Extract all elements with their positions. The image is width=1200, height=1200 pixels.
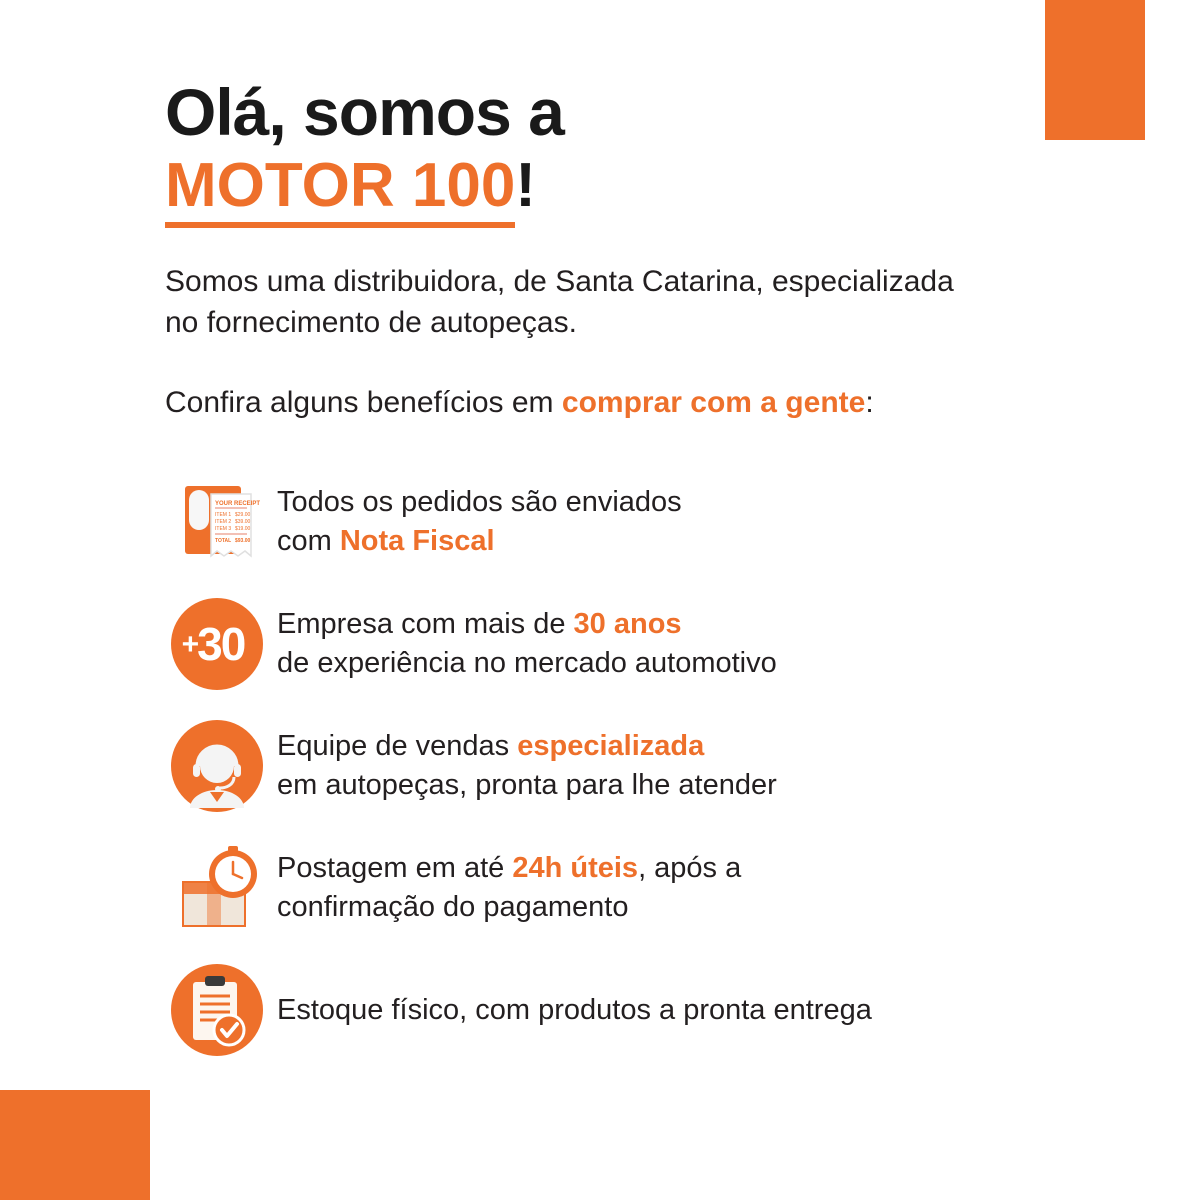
list-item-text (277, 483, 682, 560)
list-item (165, 958, 1115, 1062)
benefit-line1-highlight: especializada (517, 730, 705, 763)
benefit-line-2: confirmação do pagamento (277, 891, 629, 923)
benefit-line-1 (277, 849, 741, 888)
header-block (165, 75, 1065, 420)
decorative-block-bottom-left (0, 1090, 150, 1200)
list-item-text (277, 605, 777, 682)
benefits-intro (165, 386, 1065, 420)
benefits-intro-suffix: : (865, 385, 874, 419)
svg-text:$29.00: $29.00 (235, 512, 251, 518)
badge-label (181, 618, 245, 670)
list-item (165, 714, 1115, 818)
svg-text:TOTAL: TOTAL (215, 538, 232, 544)
list-item (165, 470, 1115, 574)
page-title-line1: Olá, somos a (165, 75, 564, 149)
benefit-line-1 (277, 605, 777, 644)
plus-30-badge-icon (165, 592, 269, 696)
svg-text:$93.00: $93.00 (235, 538, 251, 544)
benefit-line-2 (277, 522, 682, 561)
list-item-text (277, 727, 777, 804)
benefit-line2-highlight: Nota Fiscal (339, 525, 495, 557)
svg-text:ITEM 1: ITEM 1 (215, 512, 232, 518)
benefit-line1-prefix: Equipe de vendas (277, 730, 518, 763)
benefit-line-1: Todos os pedidos são enviados (277, 486, 682, 519)
intro-paragraph: Somos uma distribuidora, de Santa Catarina, especializada no fornecimento de autopeças. (165, 264, 954, 340)
svg-text:ITEM 2: ITEM 2 (215, 519, 232, 525)
brand-name: MOTOR 100 (165, 151, 515, 228)
benefit-line-1 (277, 727, 777, 766)
benefits-intro-highlight: comprar com a gente (561, 385, 866, 419)
page-title-line2 (165, 151, 1065, 220)
list-item-text (277, 849, 741, 926)
benefit-line-1: Estoque físico, com produtos a pronta entrega (277, 993, 872, 1026)
benefit-line-2: em autopeças, pronta para lhe atender (277, 769, 777, 801)
clipboard-check-icon (165, 958, 269, 1062)
svg-text:ITEM 3: ITEM 3 (215, 526, 232, 532)
badge-plus: + (181, 628, 198, 661)
list-item (165, 836, 1115, 940)
benefit-line2-prefix: com (277, 525, 340, 557)
list-item (165, 592, 1115, 696)
receipt-icon (165, 470, 269, 574)
badge-number: 30 (197, 618, 245, 670)
badge-circle (171, 598, 263, 690)
svg-text:$39.00: $39.00 (235, 519, 251, 525)
benefit-line1-prefix: Postagem em até (277, 852, 513, 885)
headset-agent-icon (165, 714, 269, 818)
benefits-intro-prefix: Confira alguns benefícios em (165, 385, 562, 419)
benefits-list (165, 470, 1115, 1080)
benefit-line1-prefix: Empresa com mais de (277, 608, 574, 641)
benefit-line1-highlight: 24h úteis (512, 852, 639, 885)
benefit-line1-suffix: , após a (638, 852, 742, 885)
package-stopwatch-icon (165, 836, 269, 940)
brand-exclamation: ! (515, 151, 536, 221)
svg-text:$19.00: $19.00 (235, 526, 251, 532)
benefit-line-2: de experiência no mercado automotivo (277, 647, 777, 679)
svg-text:YOUR RECEIPT: YOUR RECEIPT (215, 501, 261, 507)
benefit-line1-highlight: 30 anos (573, 608, 682, 641)
list-item-text (277, 991, 872, 1030)
